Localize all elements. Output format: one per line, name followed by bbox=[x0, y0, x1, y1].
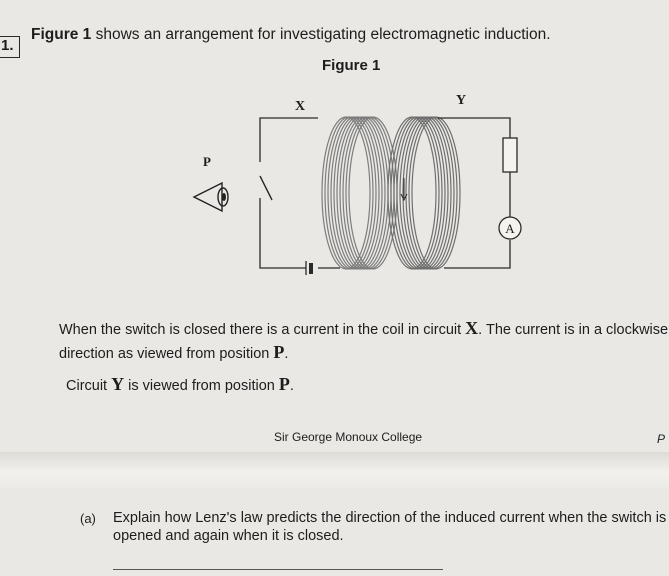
p2-label-p: P bbox=[278, 374, 290, 394]
p1-line2-start: direction as viewed from position bbox=[59, 346, 274, 362]
coil-y bbox=[388, 117, 460, 269]
footer-page-fragment: P bbox=[657, 432, 666, 446]
p2-middle: is viewed from position bbox=[124, 378, 279, 394]
ammeter bbox=[499, 217, 521, 239]
switch bbox=[260, 176, 272, 200]
p1-line2-end: . bbox=[284, 346, 289, 362]
circuit-y-wires bbox=[438, 118, 510, 268]
page-break bbox=[0, 452, 669, 488]
cell-icon bbox=[306, 261, 313, 275]
coil-x bbox=[322, 117, 397, 269]
part-a-line-1: Explain how Lenz's law predicts the direction of the induced current when the switch is bbox=[113, 510, 667, 526]
resistor bbox=[503, 138, 517, 172]
footer-school-name: Sir George Monoux College bbox=[274, 430, 423, 444]
p2-end: . bbox=[289, 378, 294, 394]
p2-start: Circuit bbox=[66, 378, 112, 394]
answer-line[interactable] bbox=[113, 569, 443, 570]
figure-title: Figure 1 bbox=[322, 57, 381, 74]
paragraph-2 bbox=[66, 374, 294, 395]
p1-text-end: . The current is in a clockwise bbox=[478, 322, 669, 338]
ammeter-label: A bbox=[505, 221, 515, 236]
question-number: 1. bbox=[0, 36, 20, 58]
paragraph-1-line-2 bbox=[59, 342, 288, 363]
eye-icon bbox=[194, 183, 228, 211]
intro-text: shows an arrangement for investigating electromagnetic induction. bbox=[91, 26, 551, 43]
label-y: Y bbox=[455, 93, 467, 108]
p1-text-start: When the switch is closed there is a current in the coil in circuit bbox=[59, 322, 466, 338]
intro-figure-ref: Figure 1 bbox=[31, 26, 92, 43]
part-a-question bbox=[113, 509, 666, 545]
p1-label-x: X bbox=[465, 318, 479, 338]
paragraph-1-line-1 bbox=[59, 318, 668, 339]
label-p: P bbox=[203, 154, 211, 169]
induction-diagram bbox=[180, 80, 540, 300]
question-intro bbox=[31, 26, 551, 44]
label-x: X bbox=[294, 99, 306, 114]
part-a-line-2: opened and again when it is closed. bbox=[113, 528, 344, 544]
p1-label-p: P bbox=[273, 342, 285, 362]
p2-label-y: Y bbox=[111, 374, 125, 394]
part-a-label: (a) bbox=[80, 511, 96, 526]
